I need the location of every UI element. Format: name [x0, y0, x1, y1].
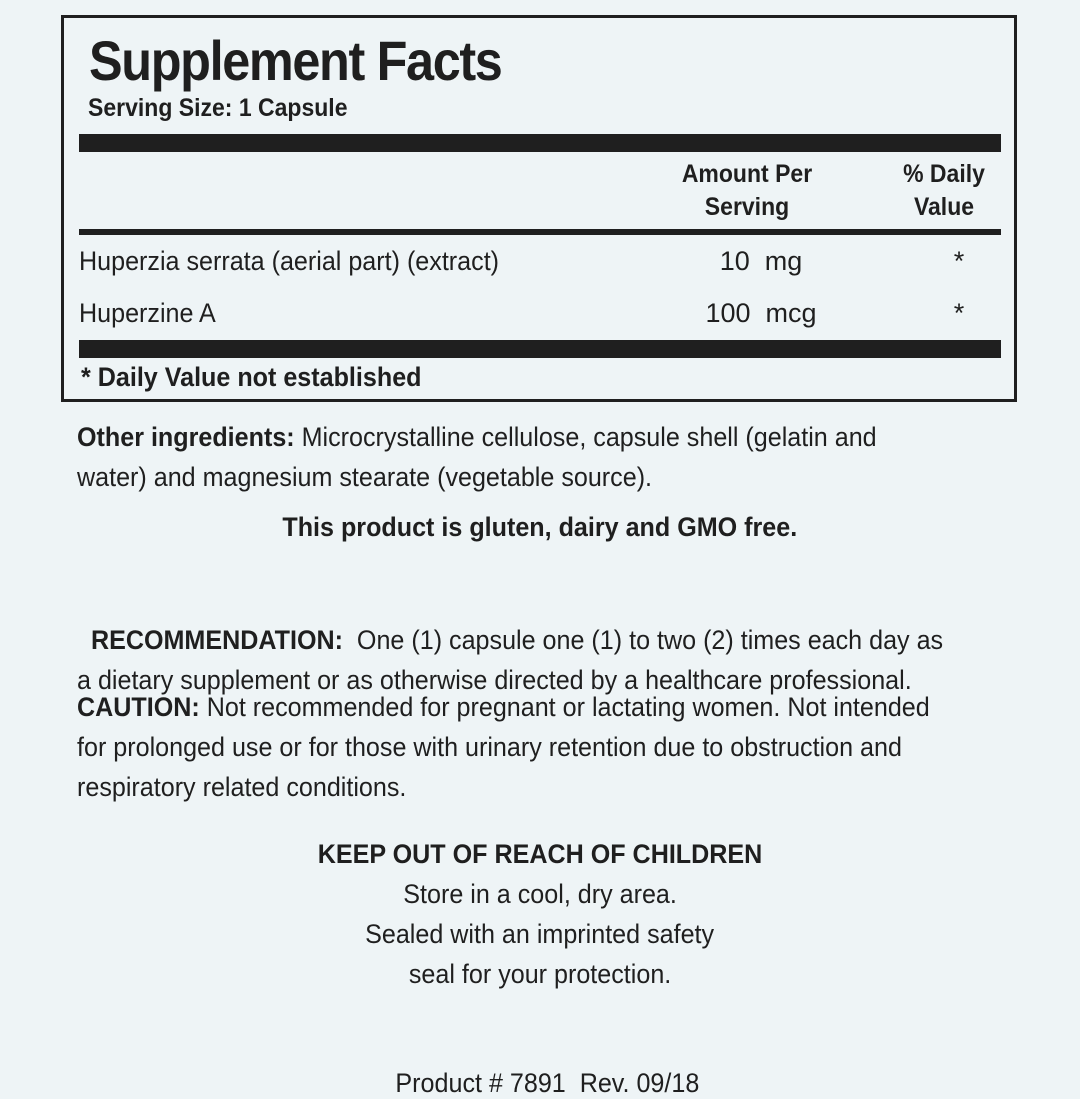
recommendation — [77, 580, 951, 700]
caution-text: Not recommended for pregnant or lactating women. Not intended for prolonged use or for those with urinary retention due to obstruction and respiratory related conditions. — [77, 692, 930, 802]
divider-thick — [79, 340, 1001, 358]
header-daily-value: % Daily Value — [903, 160, 985, 221]
divider-thick — [79, 134, 1001, 152]
product-code: Product # 7891 Rev. 09/18 — [395, 1068, 700, 1098]
nutrient-row — [79, 298, 1001, 338]
free-statement: This product is gluten, dairy and GMO free. — [282, 512, 798, 542]
storage-line-2: Sealed with an imprinted safety — [365, 919, 715, 949]
nutrient-daily-value: * — [953, 298, 965, 328]
nutrient-name: Huperzine A — [79, 298, 216, 328]
other-ingredients-text: Microcrystalline cellulose, capsule shell (gelatin and water) and magnesium stearate (vegetable source). — [77, 422, 877, 492]
nutrient-amount: 100 mcg — [705, 298, 817, 328]
nutrient-name: Huperzia serrata (aerial part) (extract) — [79, 246, 500, 276]
header-amount-per-serving: Amount Per Serving — [681, 160, 813, 221]
divider-medium — [79, 229, 1001, 235]
serving-size: Serving Size: 1 Capsule — [88, 94, 348, 122]
nutrient-daily-value: * — [953, 246, 965, 276]
facts-title: Supplement Facts — [89, 29, 502, 92]
supplement-facts-panel — [61, 15, 1017, 402]
storage-line-1: Store in a cool, dry area. — [403, 879, 677, 909]
caution — [77, 687, 951, 807]
caution-label: CAUTION: — [77, 692, 200, 722]
recommendation-label: RECOMMENDATION: — [90, 625, 343, 655]
other-ingredients — [77, 417, 951, 497]
other-ingredients-label: Other ingredients: — [77, 422, 295, 452]
recommendation-text: One (1) capsule one (1) to two (2) times each day as a dietary supplement or as otherwise directed by a healthcare professional. — [77, 625, 951, 695]
nutrient-amount: 10 mg — [719, 246, 803, 276]
nutrient-row — [79, 246, 1001, 286]
keep-out-of-reach-heading: KEEP OUT OF REACH OF CHILDREN — [317, 839, 763, 869]
storage-line-3: seal for your protection. — [408, 959, 672, 989]
daily-value-footnote: * Daily Value not established — [81, 362, 422, 392]
